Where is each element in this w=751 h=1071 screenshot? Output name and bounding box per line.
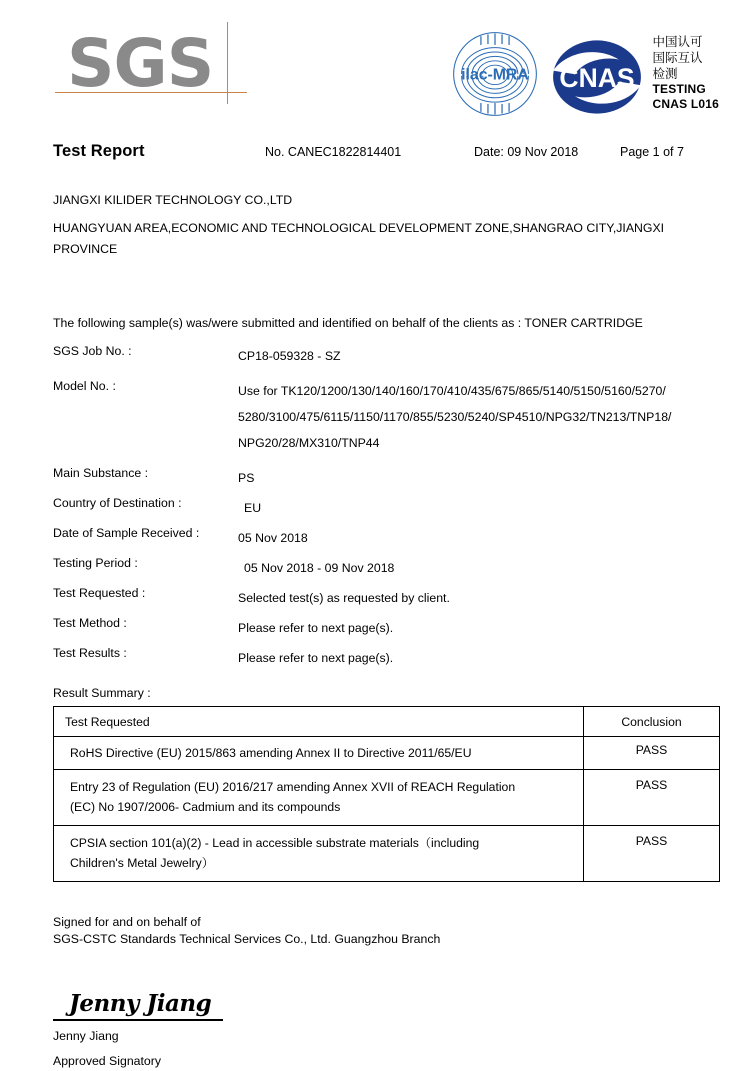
signatory-name: Jenny Jiang bbox=[53, 1028, 119, 1043]
field-value-model-no bbox=[238, 379, 719, 455]
sgs-logo-text: SGS bbox=[67, 25, 214, 102]
signatory-role: Approved Signatory bbox=[53, 1053, 162, 1068]
cnas-testing-label: TESTING bbox=[652, 82, 706, 96]
field-row-country-destination bbox=[53, 496, 719, 520]
field-label-main-substance: Main Substance : bbox=[53, 466, 149, 480]
field-label-test-method: Test Method : bbox=[53, 616, 127, 630]
header-logo-band bbox=[32, 0, 719, 112]
field-label-test-results: Test Results : bbox=[53, 646, 127, 660]
cnas-cn-line-1: 中国认可 bbox=[652, 34, 703, 49]
cnas-label: CNAS bbox=[558, 63, 635, 94]
field-value-test-requested: Selected test(s) as requested by client. bbox=[238, 591, 450, 605]
client-address: HUANGYUAN AREA,ECONOMIC AND TECHNOLOGICAL DEVELOPMENT ZONE,SHANGRAO CITY,JIANGXI PROVINCE bbox=[53, 221, 665, 256]
page-title: Test Report bbox=[53, 142, 145, 160]
field-value-country-destination: EU bbox=[244, 501, 262, 515]
field-label-model-no: Model No. : bbox=[53, 379, 116, 393]
field-row-job-no bbox=[53, 344, 719, 368]
field-row-test-requested bbox=[53, 586, 719, 610]
result-summary-label: Result Summary : bbox=[53, 686, 151, 700]
field-label-testing-period: Testing Period : bbox=[53, 556, 138, 570]
table-header-row bbox=[54, 707, 720, 737]
test-line: RoHS Directive (EU) 2015/863 amending Annex II to Directive 2011/65/EU bbox=[70, 746, 472, 760]
field-row-model-no bbox=[53, 379, 719, 455]
cell-conclusion: PASS bbox=[584, 826, 720, 882]
cnas-accreditation-text bbox=[653, 34, 720, 113]
field-label-test-requested: Test Requested : bbox=[53, 586, 146, 600]
table-row bbox=[54, 737, 720, 770]
cell-test-requested bbox=[54, 737, 584, 770]
ilac-mra-label: ilac-MRA bbox=[460, 66, 529, 84]
cell-test-requested bbox=[54, 770, 584, 826]
signing-entity-line: SGS-CSTC Standards Technical Services Co., Ltd. Guangzhou Branch bbox=[53, 932, 441, 946]
field-label-country-destination: Country of Destination : bbox=[53, 496, 182, 510]
cell-conclusion: PASS bbox=[584, 770, 720, 826]
cell-conclusion: PASS bbox=[584, 737, 720, 770]
signature-block bbox=[53, 990, 223, 1071]
field-value-testing-period: 05 Nov 2018 - 09 Nov 2018 bbox=[244, 561, 395, 575]
report-number: No. CANEC1822814401 bbox=[265, 145, 402, 159]
test-line: Entry 23 of Regulation (EU) 2016/217 amending Annex XVII of REACH Regulation bbox=[70, 780, 516, 794]
table-row bbox=[54, 770, 720, 826]
page-indicator: Page 1 of 7 bbox=[620, 145, 684, 159]
sgs-logo-vertical-rule bbox=[227, 22, 228, 104]
accreditation-logos bbox=[451, 30, 720, 120]
model-no-line-2: 5280/3100/475/6115/1150/1170/855/5230/5240/SP4510/NPG32/TN213/TNP18/ bbox=[238, 410, 672, 424]
field-label-date-received: Date of Sample Received : bbox=[53, 526, 200, 540]
cnas-code-label: CNAS L016 bbox=[652, 97, 719, 112]
column-header-test-requested: Test Requested bbox=[54, 707, 584, 737]
test-line: (EC) No 1907/2006- Cadmium and its compounds bbox=[70, 800, 341, 814]
client-name: JIANGXI KILIDER TECHNOLOGY CO.,LTD bbox=[53, 193, 293, 207]
signed-on-behalf-block bbox=[32, 914, 719, 948]
signature-rule bbox=[53, 1019, 223, 1021]
model-no-line-1: Use for TK120/1200/130/140/160/170/410/435/675/865/5140/5150/5160/5270/ bbox=[238, 384, 666, 398]
report-title-row bbox=[32, 142, 719, 176]
cnas-icon bbox=[551, 34, 643, 120]
field-row-date-received bbox=[53, 526, 719, 550]
field-label-job-no: SGS Job No. : bbox=[53, 344, 132, 358]
report-date: Date: 09 Nov 2018 bbox=[474, 145, 579, 159]
field-row-test-method bbox=[53, 616, 719, 640]
sample-intro-text: The following sample(s) was/were submitted and identified on behalf of the clients as : TONER CARTRIDGE bbox=[53, 316, 643, 330]
field-value-job-no: CP18-059328 - SZ bbox=[238, 349, 341, 363]
sgs-logo bbox=[55, 22, 265, 112]
field-row-main-substance bbox=[53, 466, 719, 490]
ilac-mra-icon bbox=[451, 30, 539, 118]
cnas-cn-line-2: 国际互认 bbox=[652, 50, 703, 65]
field-value-main-substance: PS bbox=[238, 471, 255, 485]
field-row-test-results bbox=[53, 646, 719, 670]
test-line: CPSIA section 101(a)(2) - Lead in accessible substrate materials（including bbox=[70, 836, 480, 850]
cell-test-requested bbox=[54, 826, 584, 882]
result-summary-table bbox=[53, 706, 720, 882]
cnas-cn-line-3: 检测 bbox=[652, 66, 678, 81]
handwritten-signature: Jenny Jiang bbox=[69, 990, 212, 1017]
field-row-testing-period bbox=[53, 556, 719, 580]
column-header-conclusion: Conclusion bbox=[584, 707, 720, 737]
test-line: Children's Metal Jewelry） bbox=[70, 856, 214, 870]
table-row bbox=[54, 826, 720, 882]
client-block bbox=[32, 190, 719, 260]
report-fields bbox=[32, 344, 719, 670]
signed-for-line: Signed for and on behalf of bbox=[53, 915, 201, 929]
field-value-date-received: 05 Nov 2018 bbox=[238, 531, 308, 545]
field-value-test-method: Please refer to next page(s). bbox=[238, 621, 394, 635]
model-no-line-3: NPG20/28/MX310/TNP44 bbox=[238, 436, 380, 450]
field-value-test-results: Please refer to next page(s). bbox=[238, 651, 394, 665]
